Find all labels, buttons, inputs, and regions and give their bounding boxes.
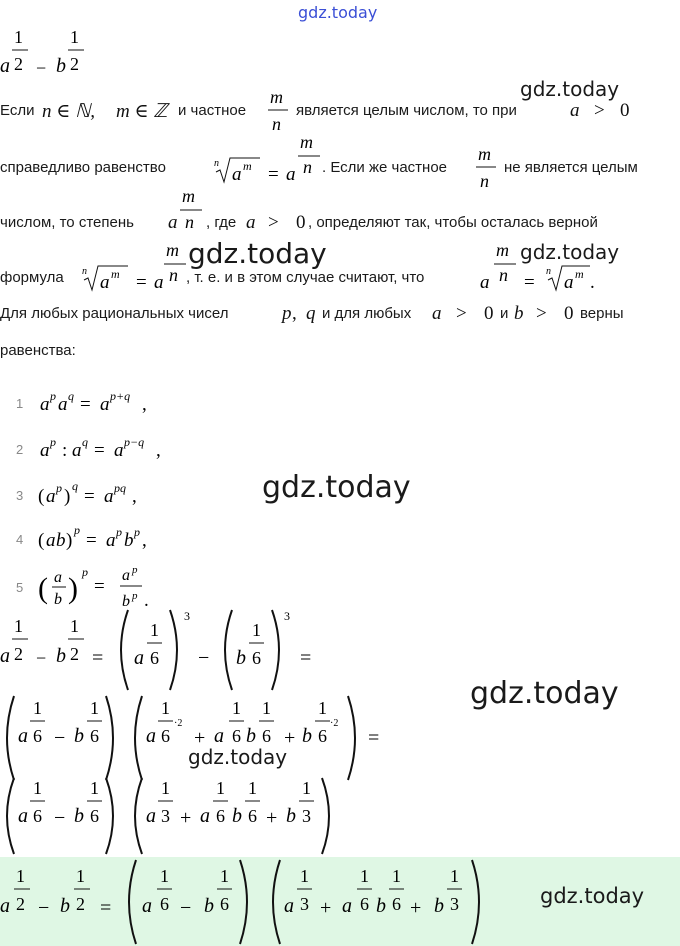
svg-text:m: m — [182, 186, 195, 206]
svg-text:1: 1 — [220, 866, 229, 886]
watermark: gdz.today — [188, 237, 327, 270]
svg-text:−: − — [36, 648, 47, 668]
math-a: a — [246, 212, 256, 233]
svg-text:a: a — [154, 272, 164, 293]
svg-text:=: = — [86, 530, 97, 551]
final-answer-formula — [0, 856, 500, 946]
svg-text:6: 6 — [33, 806, 42, 826]
math-gt: > — [456, 303, 467, 324]
watermark: gdz.today — [262, 470, 411, 505]
svg-text:=: = — [268, 164, 279, 185]
formula-power-equals-root — [478, 236, 628, 296]
svg-text:3: 3 — [184, 609, 190, 623]
svg-text:3: 3 — [161, 806, 170, 826]
svg-text:m: m — [166, 240, 179, 260]
svg-text:1: 1 — [262, 698, 271, 718]
svg-text:a: a — [46, 486, 56, 507]
math-a: a — [570, 100, 580, 121]
watermark: gdz.today — [520, 77, 620, 101]
formula-root-equals-power — [80, 258, 170, 302]
svg-text:a: a — [200, 805, 210, 827]
svg-text:m: m — [575, 267, 584, 281]
svg-text:.: . — [144, 590, 149, 611]
svg-text:6: 6 — [318, 726, 327, 746]
svg-text:=: = — [80, 394, 91, 415]
svg-text:1: 1 — [252, 620, 261, 640]
svg-text:6: 6 — [90, 806, 99, 826]
math-gt: > — [536, 303, 547, 324]
svg-text:a: a — [564, 272, 574, 293]
svg-text:2: 2 — [70, 54, 79, 74]
svg-text:6: 6 — [90, 726, 99, 746]
svg-text:m: m — [478, 144, 491, 164]
svg-text:1: 1 — [302, 778, 311, 798]
svg-text:p: p — [50, 435, 56, 449]
svg-text:a: a — [46, 530, 56, 551]
svg-text:m: m — [270, 87, 283, 107]
identity-power-of-product — [38, 520, 188, 554]
svg-text:−: − — [54, 727, 66, 749]
svg-text:): ) — [68, 572, 78, 605]
svg-text:1: 1 — [33, 698, 42, 718]
svg-text:a: a — [114, 440, 124, 461]
svg-text:1: 1 — [14, 27, 23, 47]
svg-text:−: − — [38, 897, 50, 919]
svg-text:6: 6 — [161, 726, 170, 746]
svg-text:a: a — [18, 725, 28, 747]
svg-text:6: 6 — [33, 726, 42, 746]
svg-text:b: b — [60, 895, 70, 917]
svg-text:b: b — [122, 593, 130, 610]
svg-text::: : — [62, 440, 68, 461]
svg-text:m: m — [111, 267, 120, 281]
svg-text:m: m — [496, 240, 509, 260]
svg-text:b: b — [232, 805, 242, 827]
svg-text:,: , — [142, 530, 147, 551]
derivation-factored-form — [0, 692, 400, 784]
svg-text:6: 6 — [216, 806, 225, 826]
svg-text:1: 1 — [216, 778, 225, 798]
math-zero: 0 — [564, 303, 574, 324]
text-if-quotient: . Если же частное — [322, 159, 448, 176]
svg-text:n: n — [185, 212, 194, 232]
math-a: a — [168, 212, 178, 233]
math-m-in-Z: m ∈ ℤ — [116, 101, 168, 122]
svg-text:=: = — [84, 486, 95, 507]
svg-text:2: 2 — [76, 894, 85, 914]
svg-text:1: 1 — [160, 866, 169, 886]
svg-text:6: 6 — [220, 894, 229, 914]
text-formula: формула — [0, 269, 64, 286]
svg-text:1: 1 — [232, 698, 241, 718]
svg-text:b: b — [56, 645, 66, 667]
svg-text:): ) — [64, 486, 71, 507]
svg-text:m: m — [300, 132, 313, 152]
svg-text:b: b — [56, 530, 66, 551]
svg-text:b: b — [302, 725, 312, 747]
svg-text:q: q — [82, 435, 88, 449]
svg-text:6: 6 — [232, 726, 241, 746]
text-not-integer: не является целым — [504, 159, 638, 176]
watermark: gdz.today — [470, 676, 619, 711]
svg-text:p: p — [56, 481, 62, 495]
svg-text:a: a — [134, 647, 144, 669]
identity-quotient-powers — [38, 432, 188, 466]
text-number-power: числом, то степень — [0, 214, 134, 231]
svg-text:a: a — [18, 805, 28, 827]
svg-text:a: a — [40, 440, 50, 461]
svg-text:1: 1 — [70, 27, 79, 47]
svg-text:p−q: p−q — [124, 435, 145, 449]
math-p: p — [282, 303, 292, 324]
math-zero: 0 — [296, 212, 306, 233]
svg-text:b: b — [54, 591, 62, 608]
watermark-top: gdz.today — [298, 3, 378, 22]
svg-text:a: a — [146, 805, 156, 827]
svg-text:a: a — [58, 394, 68, 415]
fraction-m-over-n — [266, 86, 292, 136]
list-number: 1 — [16, 396, 24, 411]
math-a: a — [432, 303, 442, 324]
list-number: 2 — [16, 442, 24, 457]
svg-text:b: b — [236, 647, 246, 669]
derivation-simplified — [0, 774, 360, 858]
svg-text:n: n — [499, 265, 508, 285]
svg-text:b: b — [376, 895, 386, 917]
math-gt: > — [594, 100, 605, 121]
identity-product-powers — [38, 386, 178, 420]
svg-text:p: p — [132, 590, 138, 602]
text-valid-equality: справедливо равенство — [0, 159, 166, 176]
svg-text:b: b — [124, 530, 134, 551]
svg-text:1: 1 — [450, 866, 459, 886]
math-n-in-N: n ∈ ℕ, — [42, 101, 96, 122]
svg-text:+: + — [180, 807, 192, 829]
watermark: gdz.today — [540, 884, 645, 908]
svg-text:b: b — [204, 895, 214, 917]
svg-text:1: 1 — [161, 698, 170, 718]
svg-text:+: + — [410, 897, 422, 919]
svg-text:b: b — [74, 805, 84, 827]
text-for-any-rational: Для любых рациональных чисел — [0, 305, 229, 322]
svg-text:6: 6 — [160, 894, 169, 914]
svg-text:3: 3 — [302, 806, 311, 826]
svg-text:−: − — [54, 807, 66, 829]
text-and-quotient: и частное — [178, 102, 247, 119]
svg-text:a: a — [232, 164, 242, 185]
derivation-difference-of-cubes — [0, 606, 340, 696]
svg-text:+: + — [320, 897, 332, 919]
svg-text:=: = — [100, 897, 112, 919]
svg-text:=: = — [524, 272, 535, 293]
text-are-valid: верны — [580, 305, 624, 322]
svg-text:): ) — [66, 530, 73, 551]
svg-text:(: ( — [38, 530, 45, 551]
identity-power-of-quotient — [38, 562, 188, 612]
svg-text:1: 1 — [70, 616, 79, 636]
svg-text:a: a — [0, 55, 10, 77]
svg-text:+: + — [266, 807, 278, 829]
svg-text:a: a — [0, 645, 10, 667]
svg-text:m: m — [243, 159, 252, 173]
svg-text:a: a — [100, 394, 110, 415]
svg-text:,: , — [132, 486, 137, 507]
svg-text:−: − — [180, 897, 192, 919]
svg-text:a: a — [104, 486, 114, 507]
svg-text:1: 1 — [161, 778, 170, 798]
svg-text:=: = — [94, 440, 105, 461]
svg-text:3: 3 — [284, 609, 290, 623]
svg-text:a: a — [142, 895, 152, 917]
svg-text:p: p — [82, 565, 88, 579]
fraction-m-over-n — [474, 143, 500, 193]
svg-text:=: = — [300, 647, 312, 669]
text-where: , где — [206, 214, 237, 231]
svg-text:pq: pq — [114, 481, 126, 495]
svg-text:+: + — [194, 727, 206, 749]
math-zero: 0 — [620, 100, 630, 121]
math-gt: > — [268, 212, 279, 233]
svg-text:,: , — [156, 440, 161, 461]
watermark: gdz.today — [188, 745, 288, 769]
svg-text:1: 1 — [16, 866, 25, 886]
svg-text:p: p — [74, 523, 80, 537]
list-number: 3 — [16, 488, 24, 503]
svg-text:a: a — [106, 530, 116, 551]
svg-text:1: 1 — [33, 778, 42, 798]
watermark: gdz.today — [520, 240, 620, 264]
svg-text:1: 1 — [300, 866, 309, 886]
svg-text:+: + — [284, 727, 296, 749]
svg-text:a: a — [286, 164, 296, 185]
svg-text:p: p — [132, 564, 138, 576]
svg-text:q: q — [72, 479, 78, 493]
svg-text:(: ( — [38, 572, 48, 605]
svg-text:1: 1 — [248, 778, 257, 798]
svg-text:6: 6 — [252, 648, 261, 668]
svg-text:=: = — [92, 647, 104, 669]
svg-text:p: p — [116, 525, 122, 539]
svg-text:6: 6 — [248, 806, 257, 826]
svg-text:1: 1 — [76, 866, 85, 886]
text-if: Если — [0, 102, 35, 119]
svg-text:2: 2 — [16, 894, 25, 914]
svg-text:a: a — [100, 272, 110, 293]
svg-text:n: n — [82, 266, 87, 277]
svg-text:a: a — [480, 272, 490, 293]
exponent-m-over-n — [176, 184, 206, 234]
svg-text:b: b — [56, 55, 66, 77]
text-ie-also: , т. е. и в этом случае считают, что — [186, 269, 425, 286]
svg-text:a: a — [40, 394, 50, 415]
svg-text:p: p — [50, 389, 56, 403]
svg-text:n: n — [214, 158, 219, 169]
svg-text:6: 6 — [392, 894, 401, 914]
svg-text:n: n — [480, 171, 489, 191]
svg-text:3: 3 — [450, 894, 459, 914]
svg-text:·2: ·2 — [174, 718, 183, 729]
svg-text:1: 1 — [318, 698, 327, 718]
formula-a-half-minus-b-half — [0, 20, 100, 80]
svg-text:1: 1 — [90, 778, 99, 798]
svg-text:n: n — [169, 265, 178, 285]
text-and: и — [500, 305, 509, 322]
svg-text:a: a — [122, 567, 130, 584]
svg-text:·2: ·2 — [330, 718, 339, 729]
svg-text:n: n — [303, 157, 312, 177]
svg-text:a: a — [146, 725, 156, 747]
svg-text:2: 2 — [70, 644, 79, 664]
svg-text:n: n — [546, 266, 551, 277]
math-b: b — [514, 303, 524, 324]
math-zero: 0 — [484, 303, 494, 324]
svg-text:−: − — [198, 647, 210, 669]
svg-text:1: 1 — [392, 866, 401, 886]
list-number: 5 — [16, 580, 24, 595]
svg-text:,: , — [142, 394, 147, 415]
svg-text:.: . — [590, 272, 595, 293]
svg-text:3: 3 — [300, 894, 309, 914]
svg-text:p: p — [134, 525, 140, 539]
svg-text:a: a — [54, 569, 62, 586]
svg-text:6: 6 — [262, 726, 271, 746]
svg-text:2: 2 — [14, 54, 23, 74]
svg-text:b: b — [434, 895, 444, 917]
svg-text:=: = — [136, 272, 147, 293]
text-is-integer: является целым числом, то при — [296, 102, 517, 119]
svg-text:n: n — [272, 114, 281, 134]
math-q: q — [306, 303, 316, 324]
svg-text:2: 2 — [14, 644, 23, 664]
svg-text:1: 1 — [150, 620, 159, 640]
svg-text:1: 1 — [360, 866, 369, 886]
svg-text:6: 6 — [360, 894, 369, 914]
text-and-for-any: и для любых — [322, 305, 412, 322]
svg-text:b: b — [74, 725, 84, 747]
svg-text:a: a — [284, 895, 294, 917]
identity-power-of-power — [38, 476, 188, 510]
svg-text:1: 1 — [90, 698, 99, 718]
svg-text:1: 1 — [14, 616, 23, 636]
math-comma: , — [292, 303, 297, 324]
svg-text:=: = — [94, 576, 105, 597]
svg-text:6: 6 — [150, 648, 159, 668]
svg-text:a: a — [0, 895, 10, 917]
svg-text:p+q: p+q — [110, 389, 131, 403]
svg-text:a: a — [214, 725, 224, 747]
list-number: 4 — [16, 532, 24, 547]
svg-text:q: q — [68, 389, 74, 403]
svg-text:−: − — [36, 58, 47, 78]
svg-text:a: a — [72, 440, 82, 461]
text-define-so: , определяют так, чтобы осталась верной — [308, 214, 598, 231]
svg-text:=: = — [368, 727, 380, 749]
svg-text:(: ( — [38, 486, 45, 507]
svg-text:b: b — [246, 725, 256, 747]
svg-text:b: b — [286, 805, 296, 827]
text-equalities: равенства: — [0, 342, 76, 359]
svg-text:a: a — [342, 895, 352, 917]
